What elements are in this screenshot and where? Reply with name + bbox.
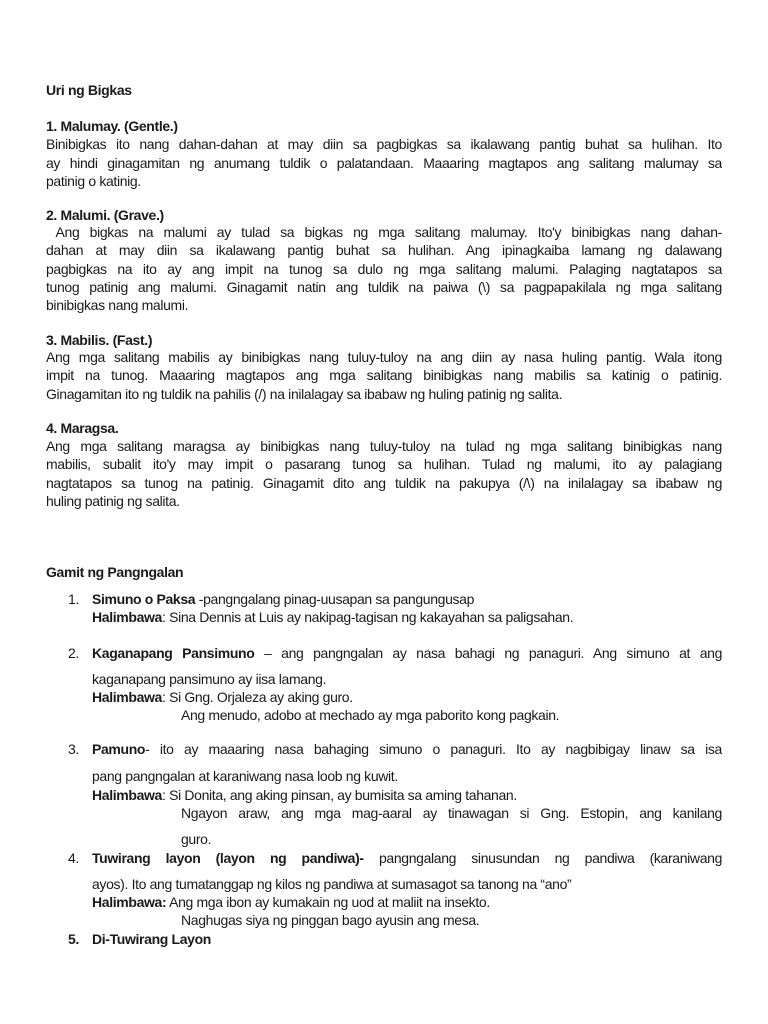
list-number: 2. <box>68 645 79 661</box>
term: Simuno o Paksa <box>92 591 196 607</box>
example-line: Halimbawa: Si Gng. Orjaleza ay aking guro. <box>92 689 353 705</box>
heading-mabilis: 3. Mabilis. (Fast.) <box>46 332 153 348</box>
definition: pangngalang sinusundan ng pandiwa (karaniwang <box>363 850 722 866</box>
definition: - ito ay maaaring nasa bahaging simuno o panaguri. Ito ay nagbibigay linaw sa isa <box>145 741 722 757</box>
paragraph-line: Binibigkas ito nang dahan-dahan at may diin sa pagbigkas sa ikalawang pantig buhat sa hulihan. Ito <box>46 136 722 152</box>
example: Ngayon araw, ang mga mag-aaral ay tinawagan si Gng. Estopin, ang kanilang <box>181 805 722 821</box>
term: Pamuno <box>92 741 146 757</box>
list-number: 5. <box>68 931 79 947</box>
list-item-pamuno <box>92 740 722 759</box>
list-item-simuno <box>92 590 722 609</box>
paragraph-line: dahan at may diin sa ikalawang pantig buhat sa hulihan. Ang ipinagkaiba lamang ng dalawang <box>46 242 722 258</box>
example: Ang menudo, adobo at mechado ay mga paborito kong pagkain. <box>181 707 560 723</box>
example-label: Halimbawa <box>92 787 162 803</box>
paragraph-line: Ang mga salitang mabilis ay binibigkas nang tuluy-tuloy na ang diin ay nasa huling pantig. Wala itong <box>46 349 722 365</box>
paragraph-line: Ang mga salitang maragsa ay binibigkas nang tuluy-tuloy na tulad ng mga salitang binibigkas nang <box>46 438 722 454</box>
paragraph-line: Ginagamitan ito ng tuldik na pahilis (/) na inilalagay sa ibabaw ng huling patinig ng salita. <box>46 386 563 402</box>
definition-continued: pang pangngalan at karaniwang nasa loob ng kuwit. <box>92 768 398 784</box>
list-item-di-tuwirang-layon: Di-Tuwirang Layon <box>92 931 212 947</box>
example: Ang mga ibon ay kumakain ng uod at maliit na insekto. <box>169 894 490 910</box>
heading-malumay: 1. Malumay. (Gentle.) <box>46 118 178 134</box>
list-number: 1. <box>68 591 79 607</box>
term: Kaganapang Pansimuno <box>92 645 255 661</box>
definition-continued: ayos). Ito ang tumatanggap ng kilos ng pandiwa at sumasagot sa tanong na “ano” <box>92 876 572 892</box>
paragraph-line: tunog patinig ang malumi. Ginagamit natin ang tuldik na paiwa (\) sa pagpapakilala ng mga salitang <box>46 279 722 295</box>
example-label: Halimbawa <box>92 689 162 705</box>
section-title-gamit-ng-pangngalan: Gamit ng Pangngalan <box>46 564 184 580</box>
example: Si Gng. Orjaleza ay aking guro. <box>169 689 353 705</box>
definition: – ang pangngalan ay nasa bahagi ng panaguri. Ang simuno at ang <box>254 645 722 661</box>
example-line: Halimbawa: Sina Dennis at Luis ay nakipag-tagisan ng kakayahan sa paligsahan. <box>92 609 574 625</box>
example: Naghugas siya ng pinggan bago ayusin ang mesa. <box>181 912 480 928</box>
example-continued: guro. <box>181 831 212 847</box>
example: Si Donita, ang aking pinsan, ay bumisita sa aming tahanan. <box>169 787 517 803</box>
paragraph-line: mabilis, subalit ito'y may impit o pasarang tunog sa hulihan. Tulad ng malumi, ito ay palagiang <box>46 456 722 472</box>
section-title-uri-ng-bigkas: Uri ng Bigkas <box>46 82 132 98</box>
paragraph-line: huling patinig ng salita. <box>46 493 180 509</box>
list-number: 4. <box>68 850 79 866</box>
list-item-kaganapang-pansimuno <box>92 644 722 663</box>
definition: -pangngalang pinag-uusapan sa pangungusap <box>195 591 475 607</box>
paragraph-line: Ang bigkas na malumi ay tulad sa bigkas ng mga salitang malumay. Ito'y binibigkas nang dahan- <box>46 224 722 240</box>
heading-maragsa: 4. Maragsa. <box>46 420 119 436</box>
paragraph-line: nagtatapos sa tunog na patinig. Ginagamit dito ang tuldik na pakupya (/\) na inilalagay sa ibabaw ng <box>46 475 722 491</box>
heading-malumi: 2. Malumi. (Grave.) <box>46 207 164 223</box>
list-number: 3. <box>68 741 79 757</box>
paragraph-line: pagbigkas na ito ay ang impit na tunog sa dulo ng mga salitang malumi. Palaging nagtatapos sa <box>46 261 722 277</box>
example-line: Halimbawa: Ang mga ibon ay kumakain ng uod at maliit na insekto. <box>92 894 490 910</box>
paragraph-line: binibigkas nang malumi. <box>46 297 189 313</box>
list-item-tuwirang-layon <box>92 849 722 868</box>
example-line: Halimbawa: Si Donita, ang aking pinsan, ay bumisita sa aming tahanan. <box>92 787 517 803</box>
term: Tuwirang layon (layon ng pandiwa)- <box>92 850 364 866</box>
example-label: Halimbawa <box>92 894 162 910</box>
definition-continued: kaganapang pansimuno ay iisa lamang. <box>92 671 327 687</box>
paragraph-line: impit na tunog. Maaaring magtapos ang mga salitang binibigkas nang mabilis sa katinig o patinig. <box>46 367 722 383</box>
example: Sina Dennis at Luis ay nakipag-tagisan ng kakayahan sa paligsahan. <box>169 609 574 625</box>
example-label: Halimbawa <box>92 609 162 625</box>
paragraph-line: patinig o katinig. <box>46 173 141 189</box>
paragraph-line: ay hindi ginagamitan ng anumang tuldik o palatandaan. Maaaring magtapos ang salitang malumay sa <box>46 155 722 171</box>
